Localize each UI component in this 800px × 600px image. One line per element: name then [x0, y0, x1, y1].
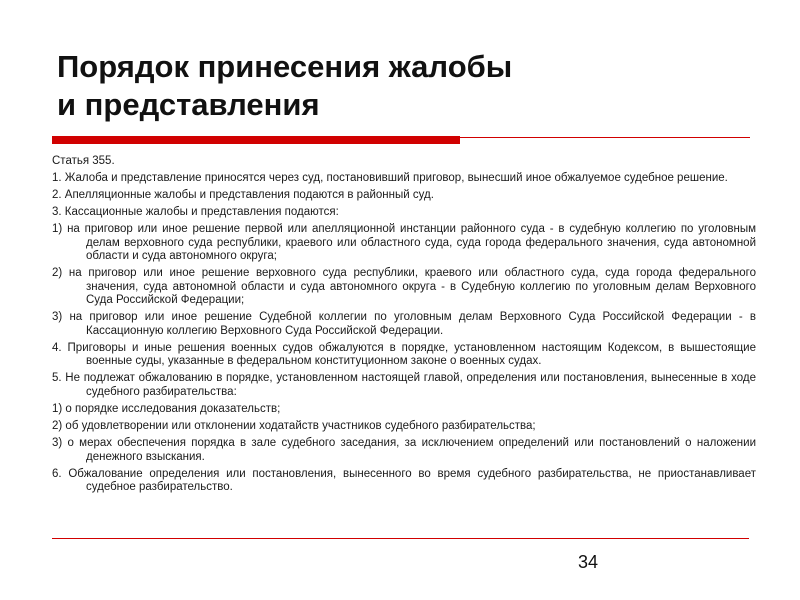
title-underline-bar	[52, 136, 460, 144]
paragraph-6: 6. Обжалование определения или постановления, вынесенного во время судебного разбирательства, не приостанавливает судебное разбирательство.	[52, 467, 756, 494]
list-item-3-3: 3) на приговор или иное решение Судебной коллегии по уголовным делам Верховного Суда Российской Федерации - в Кассационную коллегию Верховного Суда Российской Федерации.	[52, 311, 756, 337]
page-number: 34	[578, 552, 599, 572]
slide-title	[57, 48, 757, 124]
paragraph-4: 4. Приговоры и иные решения военных судов обжалуются в порядке, установленном настоящим Кодексом, в вышестоящие военные суды, указанные в федеральном конституционном законе о военных судах.	[52, 341, 756, 368]
article-body	[52, 155, 756, 498]
paragraph-2: 2. Апелляционные жалобы и представления подаются в районный суд.	[52, 188, 434, 201]
paragraph-3: 3. Кассационные жалобы и представления подаются:	[52, 205, 339, 218]
article-heading: Статья 355.	[52, 155, 115, 167]
paragraph-5: 5. Не подлежат обжалованию в порядке, установленном настоящей главой, определения или постановления, вынесенные в ходе судебного разбирательства:	[52, 372, 756, 399]
paragraph-1: 1. Жалоба и представление приносятся через суд, постановивший приговор, вынесший иное обжалуемое судебное решение.	[52, 171, 728, 184]
list-item-5-2: 2) об удовлетворении или отклонении ходатайств участников судебного разбирательства;	[52, 420, 536, 432]
slide-title-line-2: и представления	[57, 87, 320, 122]
slide-title-line-1: Порядок принесения жалобы	[57, 49, 513, 84]
footer-divider	[52, 538, 749, 539]
list-item-3-2: 2) на приговор или иное решение верховного суда республики, краевого или областного суда, суда города федерального значения, суда автономной области и суда автономного округа - в Судебную коллегию по уголовным делам Верховного Суда Российской Федерации;	[52, 267, 756, 307]
title-underline-thin-line	[460, 137, 750, 138]
list-item-3-1: 1) на приговор или иное решение первой или апелляционной инстанции районного суда - в судебную коллегию по уголовным делам верховного суда республики, краевого или областного суда, суда города федерального значения, суда автономной области и суда автономного округа;	[52, 222, 756, 263]
list-item-5-1: 1) о порядке исследования доказательств;	[52, 403, 281, 416]
list-item-5-3: 3) о мерах обеспечения порядка в зале судебного заседания, за исключением определений или постановлений о наложении денежного взыскания.	[52, 436, 756, 463]
